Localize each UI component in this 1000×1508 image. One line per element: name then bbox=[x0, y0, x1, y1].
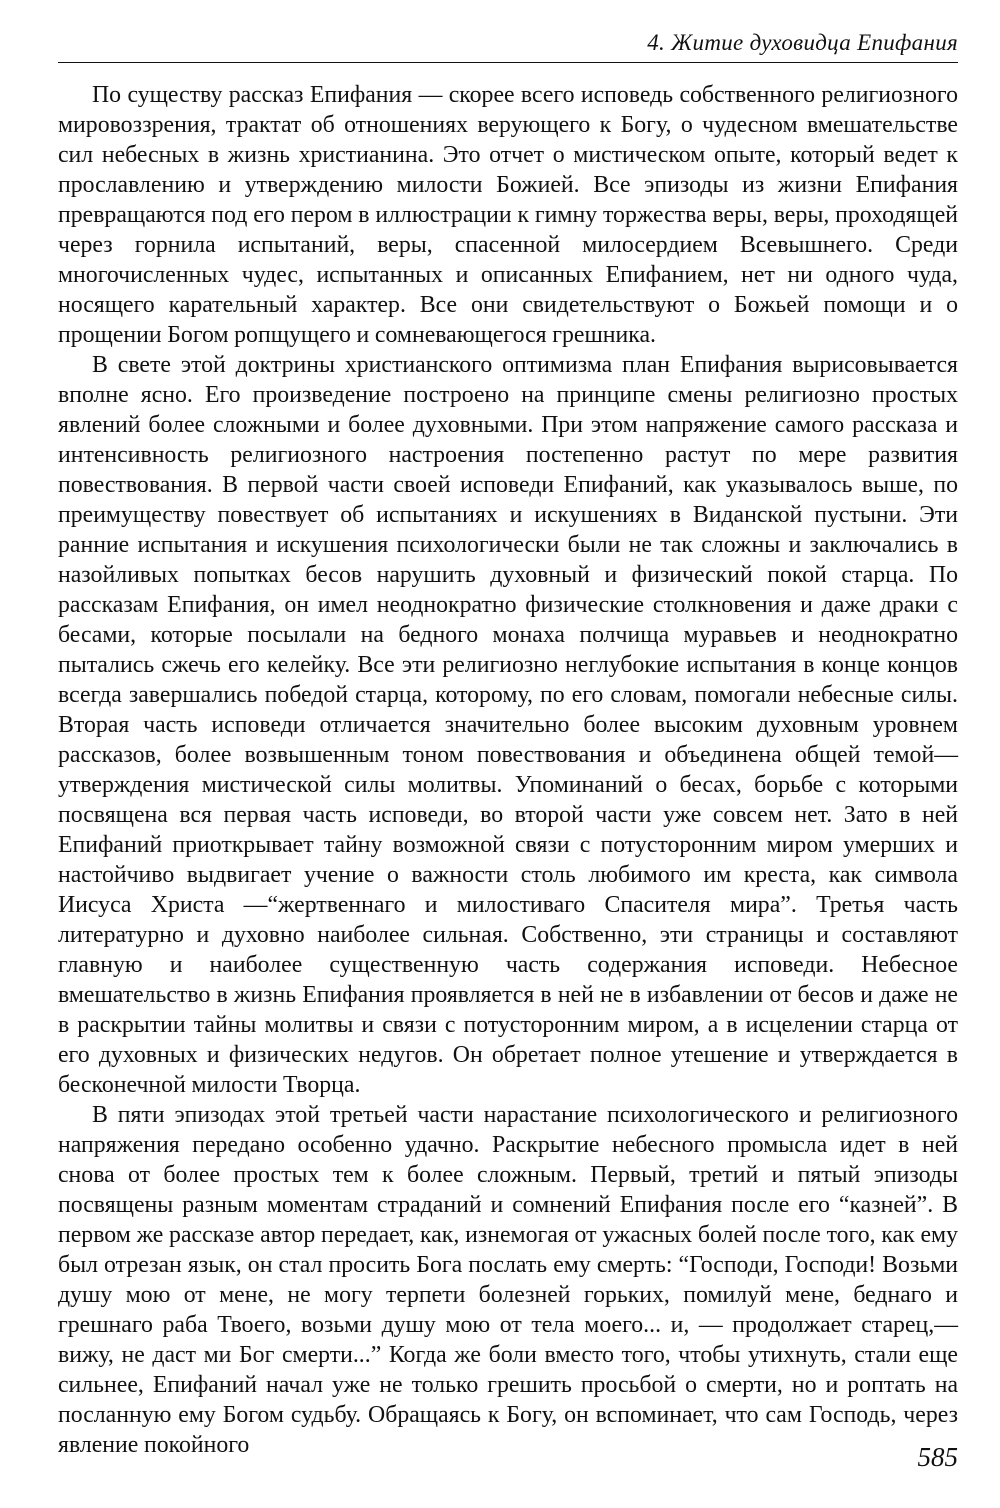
paragraph-2: В свете этой доктрины христианского оптимизма план Епифания вырисовывается вполне ясно. Его произведение построено на принципе смены религиозно простых явлений более сложными и более духовными. При этом напряжение самого рассказа и интенсивность религиозного настроения постепенно растут по мере развития повествования. В первой части своей исповеди Епифаний, как указывалось выше, по преимуществу повествует об испытаниях и искушениях в Виданской пустыни. Эти ранние испытания и искушения психологически были не так сложны и заключались в назойливых попытках бесов нарушить духовный и физический покой старца. По рассказам Епифания, он имел неоднократно физические столкновения и даже драки с бесами, которые посылали на бедного монаха полчища муравьев и неоднократно пытались сжечь его келейку. Все эти религиозно неглубокие испытания в конце концов всегда завершались победой старца, которому, по его словам, помогали небесные силы. Вторая часть исповеди отличается значительно более высоким духовным уровнем рассказов, более возвышенным тоном повествования и объединена общей темой—утверждения мистической силы молитвы. Упоминаний о бесах, борьбе с которыми посвящена вся первая часть исповеди, во второй части уже совсем нет. Зато в ней Епифаний приоткрывает тайну возможной связи с потусторонним миром умерших и настойчиво выдвигает учение о важности столь любимого им креста, как символа Иисуса Христа —“жертвеннаго и милостиваго Спасителя мира”. Третья часть литературно и духовно наиболее сильная. Собственно, эти страницы и составляют главную и наиболее существенную часть содержания исповеди. Небесное вмешательство в жизнь Епифания проявляется в ней не в избавлении от бесов и даже не в раскрытии тайны молитвы и связи с потусторонним миром, а в исцелении старца от его духовных и физических недугов. Он обретает полное утешение и утверждается в бесконечной милости Творца. bbox=[58, 352, 958, 1098]
page-number: 585 bbox=[917, 1442, 958, 1472]
paragraph-1: По существу рассказ Епифания — скорее всего исповедь собственного религиозного мировоззрения, трактат об отношениях верующего к Богу, о чудесном вмешательстве сил небесных в жизнь христианина. Это отчет о мистическом опыте, который ведет к прославлению и утверждению милости Божией. Все эпизоды из жизни Епифания превращаются под его пером в иллюстрации к гимну торжества веры, веры, проходящей через горнила испытаний, веры, спасенной милосердием Всевышнего. Среди многочисленных чудес, испытанных и описанных Епифанием, нет ни одного чуда, носящего карательный характер. Все они свидетельствуют о Божьей помощи и о прощении Богом ропщущего и сомневающегося грешника. bbox=[58, 82, 958, 348]
running-title: 4. Житие духовидца Епифания bbox=[647, 30, 958, 55]
paragraph-3: В пяти эпизодах этой третьей части нарастание психологического и религиозного напряжения передано особенно удачно. Раскрытие небесного промысла идет в ней снова от более простых тем к более сложным. Первый, третий и пятый эпизоды посвящены разным моментам страданий и сомнений Епифания после его “казней”. В первом же рассказе автор передает, как, изнемогая от ужасных болей после того, как ему был отрезан язык, он стал просить Бога послать ему смерть: “Господи, Господи! Возьми душу мою от мене, не могу терпети болезней горьких, помилуй мене, беднаго и грешнаго раба Твоего, возьми душу мою от тела моего... и, — продолжает старец,— вижу, не даст ми Бог смерти...” Когда же боли вместо того, чтобы утихнуть, стали еще сильнее, Епифаний начал уже не только грешить просьбой о смерти, но и роптать на посланную ему Богом судьбу. Обращаясь к Богу, он вспоминает, что сам Господь, через явление покойного bbox=[58, 1102, 958, 1458]
body-text bbox=[58, 80, 958, 1460]
running-header bbox=[58, 22, 958, 63]
